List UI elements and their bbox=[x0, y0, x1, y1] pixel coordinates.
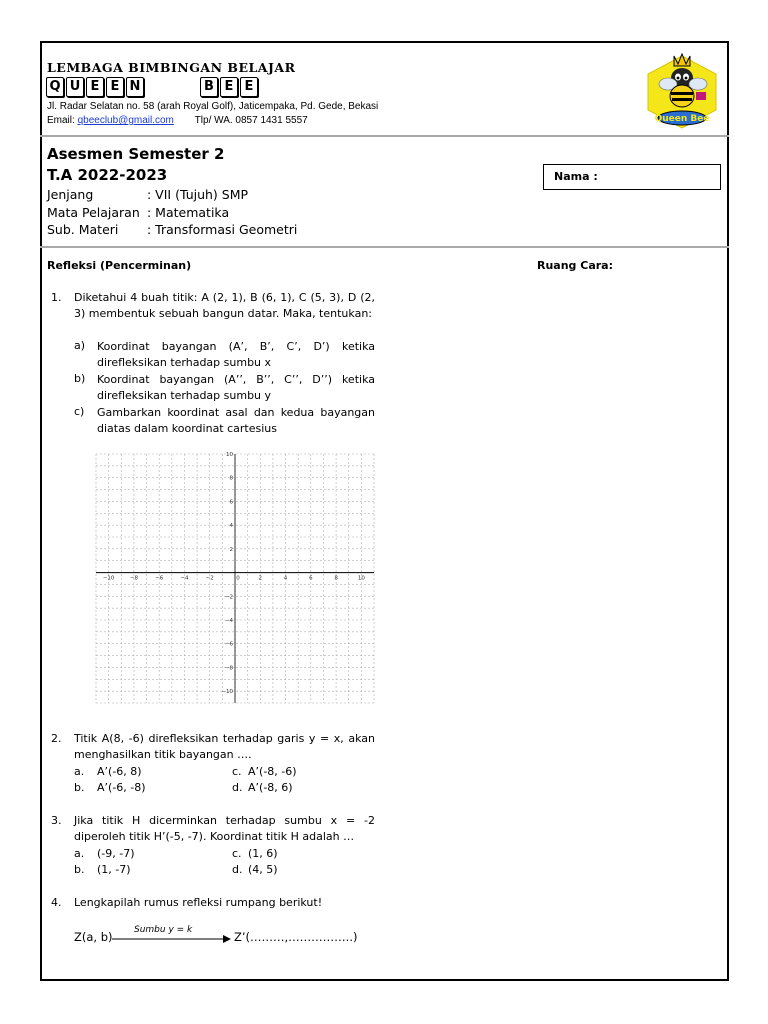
question-text: Titik A(8, -6) direfleksikan terhadap garis y = x, akan menghasilkan titik bayangan …. bbox=[74, 732, 375, 762]
x-tick-label: −2 bbox=[205, 575, 214, 582]
question-number: 1. bbox=[51, 291, 62, 304]
queen-bee-logo bbox=[644, 52, 720, 130]
info-value: : Matematika bbox=[147, 205, 230, 220]
formula-left: Z(a, b) bbox=[74, 930, 113, 944]
header-divider bbox=[40, 135, 729, 137]
x-tick-label: −6 bbox=[155, 575, 164, 582]
x-tick-label: −8 bbox=[129, 575, 138, 582]
brand-tile: E bbox=[240, 77, 258, 97]
x-tick-label: 6 bbox=[309, 575, 313, 582]
sub-label: a) bbox=[74, 339, 86, 352]
contact-row bbox=[47, 115, 308, 126]
option-label: d. bbox=[232, 781, 243, 794]
option-label: a. bbox=[74, 847, 85, 860]
info-row bbox=[47, 205, 229, 220]
exam-title: Asesmen Semester 2 bbox=[47, 145, 225, 163]
y-tick-label: −2 bbox=[224, 594, 233, 601]
brand-tile: B bbox=[200, 77, 218, 97]
info-key: Sub. Materi bbox=[47, 222, 119, 237]
brand-tile: U bbox=[66, 77, 84, 97]
option-label: c. bbox=[232, 847, 242, 860]
option-text[interactable]: A’(-8, -6) bbox=[248, 765, 297, 778]
question-number: 3. bbox=[51, 814, 62, 827]
y-tick-label: 8 bbox=[229, 475, 233, 482]
brand-tile: Q bbox=[46, 77, 64, 97]
y-tick-label: 10 bbox=[226, 452, 233, 458]
name-field[interactable]: Nama : bbox=[543, 164, 721, 190]
brand-tile: N bbox=[126, 77, 144, 97]
email-link[interactable]: qbeeclub@gmail.com bbox=[77, 115, 174, 126]
option-label: b. bbox=[74, 863, 85, 876]
y-tick-label: 4 bbox=[229, 523, 233, 530]
x-tick-label: 4 bbox=[283, 575, 288, 582]
arrow-icon bbox=[112, 934, 232, 944]
phone: Tlp/ WA. 0857 1431 5557 bbox=[194, 115, 308, 126]
question-number: 2. bbox=[51, 732, 62, 745]
y-tick-label: −8 bbox=[224, 665, 233, 672]
info-value: : Transformasi Geometri bbox=[147, 222, 298, 237]
address: Jl. Radar Selatan no. 58 (arah Royal Golf), Jaticempaka, Pd. Gede, Bekasi bbox=[47, 101, 379, 112]
info-key: Mata Pelajaran bbox=[47, 205, 140, 220]
x-tick-label: 10 bbox=[357, 575, 365, 582]
x-tick-label: 2 bbox=[258, 575, 263, 582]
logo-text: Queen Bee bbox=[654, 114, 710, 124]
sub-text: Koordinat bayangan (A’’, B’’, C’’, D’’) ketika direfleksikan terhadap sumbu y bbox=[97, 373, 375, 403]
org-line: LEMBAGA BIMBINGAN BELAJAR bbox=[47, 60, 296, 75]
option-text[interactable]: (1, -7) bbox=[97, 863, 131, 876]
option-text[interactable]: (-9, -7) bbox=[97, 847, 135, 860]
info-divider bbox=[40, 246, 729, 248]
info-key: Jenjang bbox=[47, 187, 94, 202]
formula-arrow-label: Sumbu y = k bbox=[134, 925, 193, 935]
option-label: a. bbox=[74, 765, 85, 778]
info-row bbox=[47, 187, 248, 202]
option-text[interactable]: A’(-6, -8) bbox=[97, 781, 146, 794]
option-label: b. bbox=[74, 781, 85, 794]
cartesian-grid bbox=[90, 446, 380, 711]
option-text[interactable]: (4, 5) bbox=[248, 863, 278, 876]
x-tick-label: −4 bbox=[180, 575, 189, 582]
y-tick-label: −6 bbox=[224, 641, 233, 648]
formula-right: Z’(………,……………..) bbox=[234, 930, 358, 944]
sub-label: b) bbox=[74, 372, 86, 385]
info-row bbox=[47, 222, 297, 237]
y-tick-label: −4 bbox=[224, 618, 233, 624]
option-text[interactable]: A’(-8, 6) bbox=[248, 781, 293, 794]
brand-tile: E bbox=[106, 77, 124, 97]
work-area-label: Ruang Cara: bbox=[537, 259, 614, 272]
info-value: : VII (Tujuh) SMP bbox=[147, 187, 249, 202]
section-title: Refleksi (Pencerminan) bbox=[47, 259, 192, 272]
x-tick-label: 0 bbox=[236, 575, 240, 582]
question-text: Lengkapilah rumus refleksi rumpang berikut! bbox=[74, 896, 323, 909]
exam-year: T.A 2022-2023 bbox=[47, 166, 168, 184]
brand-tile: E bbox=[220, 77, 238, 97]
sub-label: c) bbox=[74, 405, 85, 418]
option-label: d. bbox=[232, 863, 243, 876]
y-tick-label: −10 bbox=[221, 689, 233, 696]
sub-text: Gambarkan koordinat asal dan kedua bayangan diatas dalam koordinat cartesius bbox=[97, 406, 375, 436]
question-text: Diketahui 4 buah titik: A (2, 1), B (6, 1), C (5, 3), D (2, 3) membentuk sebuah bangun datar. Maka, tentukan: bbox=[74, 291, 375, 321]
question-number: 4. bbox=[51, 896, 62, 909]
option-text[interactable]: (1, 6) bbox=[248, 847, 278, 860]
option-text[interactable]: A’(-6, 8) bbox=[97, 765, 142, 778]
email-label: Email: bbox=[47, 115, 75, 126]
x-tick-label: −10 bbox=[102, 575, 115, 582]
option-label: c. bbox=[232, 765, 242, 778]
question-text: Jika titik H dicerminkan terhadap sumbu x = -2 diperoleh titik H’(-5, -7). Koordinat titik H adalah … bbox=[74, 814, 375, 844]
y-tick-label: 6 bbox=[229, 499, 233, 506]
y-tick-label: 2 bbox=[229, 546, 233, 553]
x-tick-label: 8 bbox=[334, 575, 338, 582]
brand-tile: E bbox=[86, 77, 104, 97]
sub-text: Koordinat bayangan (A’, B’, C’, D’) ketika direfleksikan terhadap sumbu x bbox=[97, 340, 375, 370]
